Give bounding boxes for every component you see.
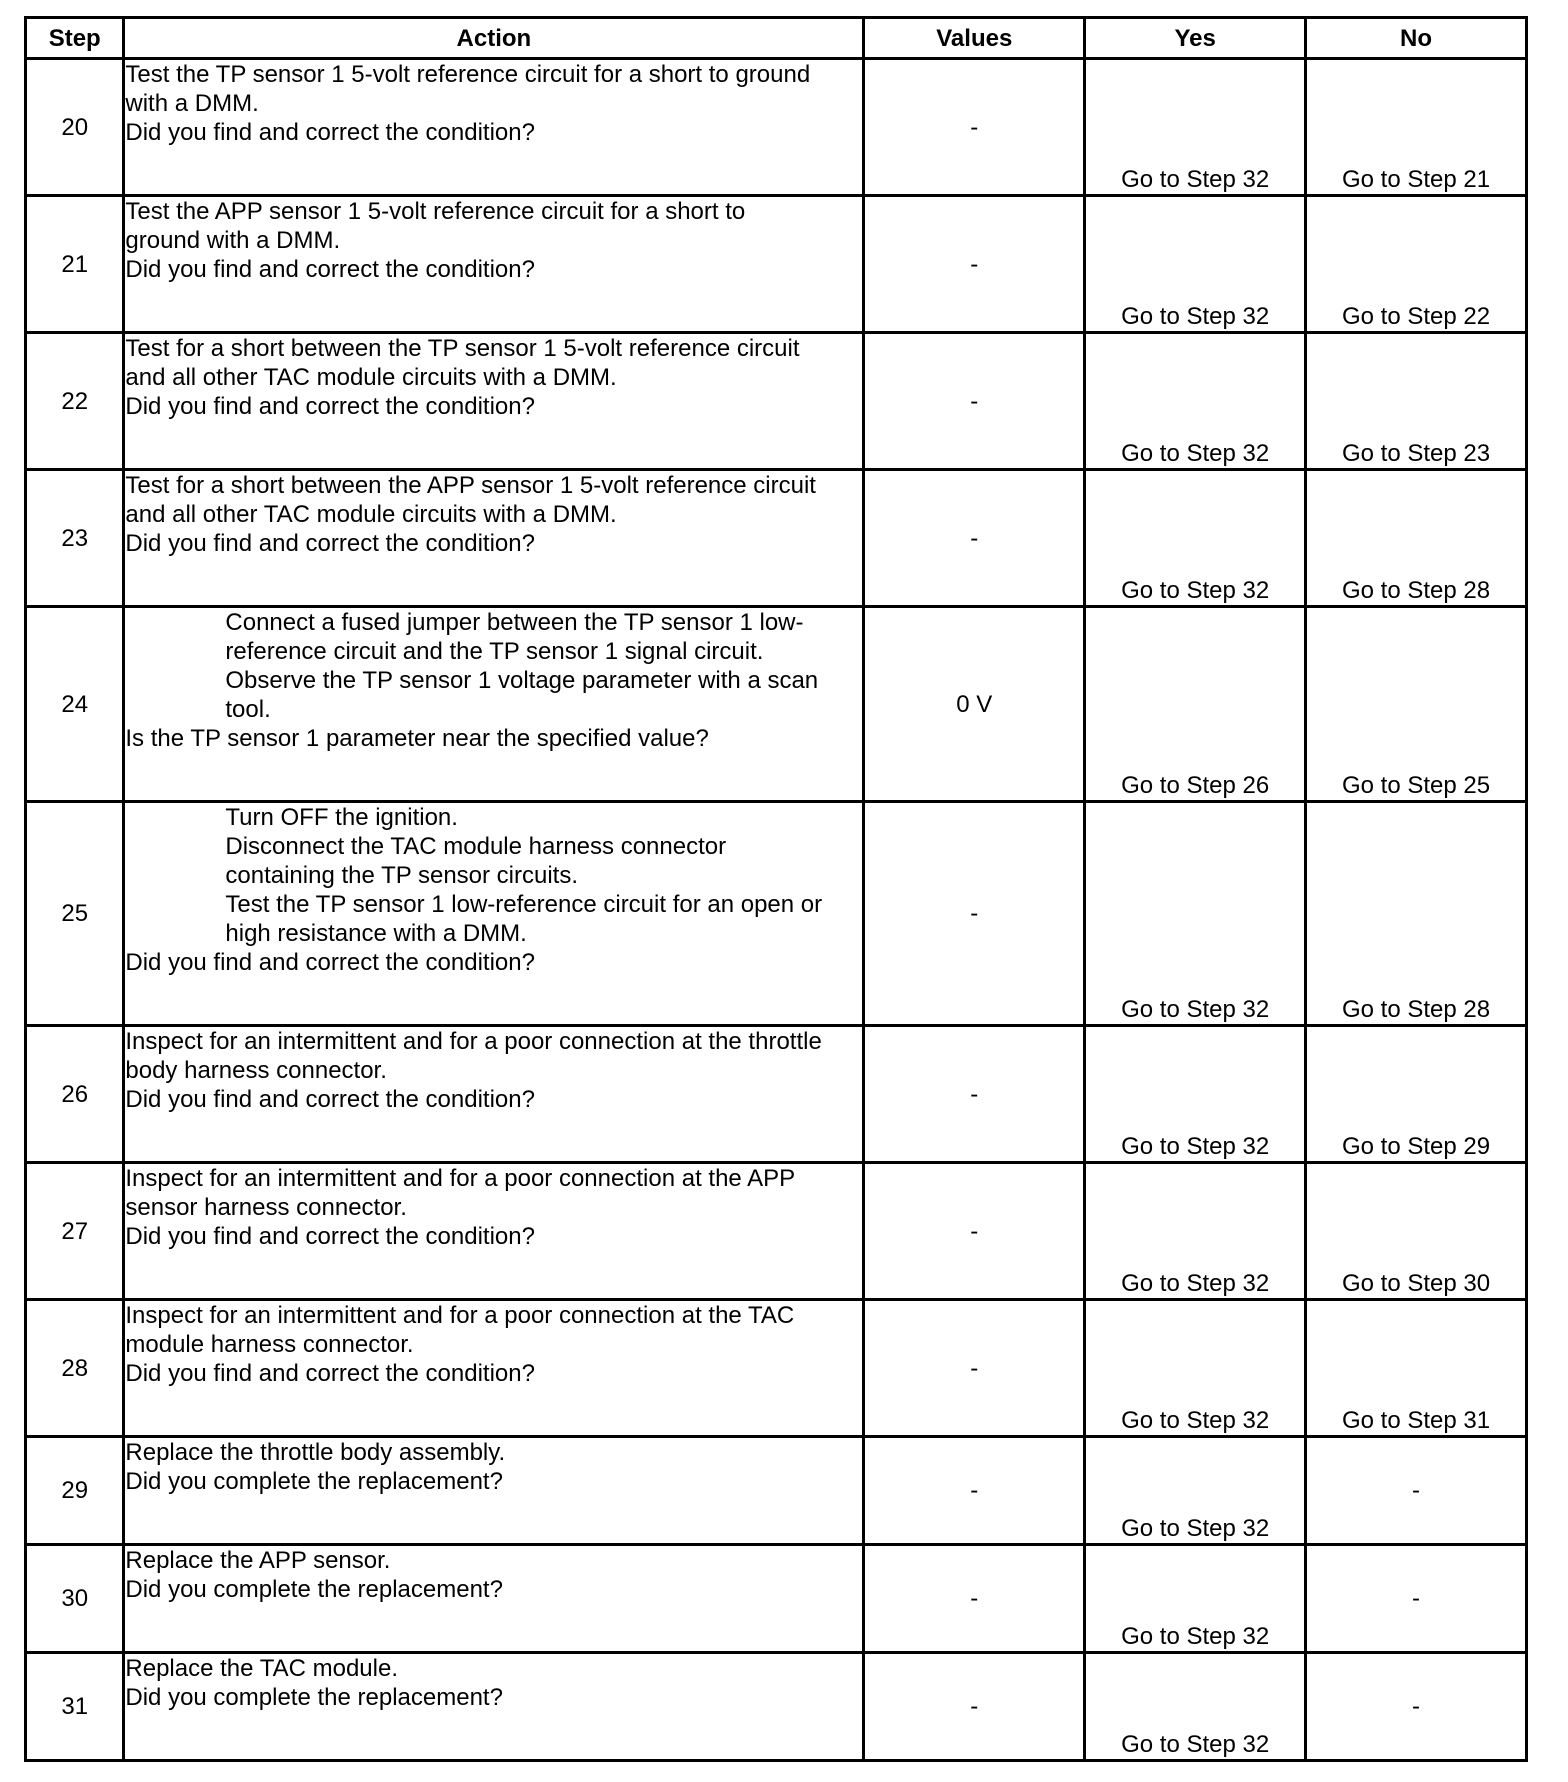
yes-cell: Go to Step 32 bbox=[1085, 1545, 1306, 1653]
no-cell: Go to Step 31 bbox=[1306, 1300, 1527, 1437]
values-cell: - bbox=[864, 59, 1085, 196]
table-row bbox=[26, 1437, 1527, 1545]
header-step: Step bbox=[26, 18, 124, 59]
action-question: Is the TP sensor 1 parameter near the specified value? bbox=[125, 725, 709, 752]
action-instruction: Test for a short between the TP sensor 1 5-volt reference circuit and all other TAC module circuits with a DMM. bbox=[125, 335, 800, 391]
step-number: 27 bbox=[26, 1163, 124, 1300]
no-cell: Go to Step 28 bbox=[1306, 470, 1527, 607]
action-cell bbox=[124, 1545, 864, 1653]
action-instruction: Replace the TAC module. bbox=[125, 1655, 398, 1682]
values-cell: - bbox=[864, 196, 1085, 333]
step-number: 22 bbox=[26, 333, 124, 470]
action-cell bbox=[124, 1437, 864, 1545]
action-instruction: Replace the throttle body assembly. bbox=[125, 1439, 506, 1466]
table-row bbox=[26, 196, 1527, 333]
yes-cell: Go to Step 32 bbox=[1085, 1163, 1306, 1300]
table-row bbox=[26, 607, 1527, 802]
table-row bbox=[26, 1026, 1527, 1163]
table-row bbox=[26, 470, 1527, 607]
yes-cell: Go to Step 32 bbox=[1085, 1300, 1306, 1437]
action-question: Did you find and correct the condition? bbox=[125, 530, 535, 557]
action-instruction: Turn OFF the ignition. Disconnect the TAC module harness connector containing the TP sensor circuits. Test the TP sensor 1 low-reference circuit for an open or high resistance with a DMM. bbox=[225, 804, 823, 947]
header-yes: Yes bbox=[1085, 18, 1306, 59]
yes-cell: Go to Step 32 bbox=[1085, 1026, 1306, 1163]
values-cell: - bbox=[864, 333, 1085, 470]
no-cell: - bbox=[1306, 1653, 1527, 1761]
action-question: Did you find and correct the condition? bbox=[125, 949, 535, 976]
values-cell: - bbox=[864, 1026, 1085, 1163]
header-action: Action bbox=[124, 18, 864, 59]
action-instruction: Test the TP sensor 1 5-volt reference circuit for a short to ground with a DMM. bbox=[125, 61, 811, 117]
no-cell: Go to Step 22 bbox=[1306, 196, 1527, 333]
no-cell: Go to Step 21 bbox=[1306, 59, 1527, 196]
action-cell bbox=[124, 1026, 864, 1163]
yes-cell: Go to Step 32 bbox=[1085, 196, 1306, 333]
table-row bbox=[26, 1300, 1527, 1437]
step-number: 31 bbox=[26, 1653, 124, 1761]
no-cell: Go to Step 25 bbox=[1306, 607, 1527, 802]
action-cell bbox=[124, 607, 864, 802]
step-number: 29 bbox=[26, 1437, 124, 1545]
action-cell bbox=[124, 196, 864, 333]
yes-cell: Go to Step 32 bbox=[1085, 802, 1306, 1026]
yes-cell: Go to Step 32 bbox=[1085, 333, 1306, 470]
yes-cell: Go to Step 26 bbox=[1085, 607, 1306, 802]
action-question: Did you find and correct the condition? bbox=[125, 119, 535, 146]
no-cell: Go to Step 29 bbox=[1306, 1026, 1527, 1163]
action-instruction: Test for a short between the APP sensor 1 5-volt reference circuit and all other TAC module circuits with a DMM. bbox=[125, 472, 816, 528]
values-cell: 0 V bbox=[864, 607, 1085, 802]
table-header-row bbox=[26, 18, 1527, 59]
values-cell: - bbox=[864, 1300, 1085, 1437]
values-cell: - bbox=[864, 1163, 1085, 1300]
action-question: Did you find and correct the condition? bbox=[125, 256, 535, 283]
values-cell: - bbox=[864, 470, 1085, 607]
values-cell: - bbox=[864, 802, 1085, 1026]
action-question: Did you find and correct the condition? bbox=[125, 1086, 535, 1113]
no-cell: - bbox=[1306, 1437, 1527, 1545]
table-row bbox=[26, 333, 1527, 470]
action-question: Did you find and correct the condition? bbox=[125, 1223, 535, 1250]
action-question: Did you find and correct the condition? bbox=[125, 1360, 535, 1387]
action-instruction: Inspect for an intermittent and for a poor connection at the TAC module harness connector. bbox=[125, 1302, 795, 1358]
action-cell bbox=[124, 333, 864, 470]
values-cell: - bbox=[864, 1437, 1085, 1545]
step-number: 24 bbox=[26, 607, 124, 802]
action-cell bbox=[124, 1163, 864, 1300]
table-row bbox=[26, 1653, 1527, 1761]
action-instruction: Connect a fused jumper between the TP sensor 1 low- reference circuit and the TP sensor 1 signal circuit. Observe the TP sensor 1 voltage parameter with a scan tool. bbox=[225, 609, 819, 723]
diagnostic-steps-table bbox=[24, 16, 1528, 1762]
action-cell bbox=[124, 1653, 864, 1761]
header-no: No bbox=[1306, 18, 1527, 59]
table-row bbox=[26, 1163, 1527, 1300]
table-row bbox=[26, 59, 1527, 196]
yes-cell: Go to Step 32 bbox=[1085, 470, 1306, 607]
step-number: 20 bbox=[26, 59, 124, 196]
values-cell: - bbox=[864, 1653, 1085, 1761]
action-question: Did you complete the replacement? bbox=[125, 1576, 503, 1603]
action-question: Did you complete the replacement? bbox=[125, 1684, 503, 1711]
action-cell bbox=[124, 1300, 864, 1437]
yes-cell: Go to Step 32 bbox=[1085, 1653, 1306, 1761]
no-cell: Go to Step 28 bbox=[1306, 802, 1527, 1026]
action-instruction: Inspect for an intermittent and for a poor connection at the APP sensor harness connector. bbox=[125, 1165, 796, 1221]
action-cell bbox=[124, 59, 864, 196]
step-number: 30 bbox=[26, 1545, 124, 1653]
action-instruction: Inspect for an intermittent and for a poor connection at the throttle body harness connector. bbox=[125, 1028, 822, 1084]
step-number: 25 bbox=[26, 802, 124, 1026]
step-number: 21 bbox=[26, 196, 124, 333]
yes-cell: Go to Step 32 bbox=[1085, 1437, 1306, 1545]
action-question: Did you complete the replacement? bbox=[125, 1468, 503, 1495]
step-number: 23 bbox=[26, 470, 124, 607]
action-cell bbox=[124, 470, 864, 607]
step-number: 28 bbox=[26, 1300, 124, 1437]
no-cell: Go to Step 30 bbox=[1306, 1163, 1527, 1300]
table-row bbox=[26, 1545, 1527, 1653]
no-cell: Go to Step 23 bbox=[1306, 333, 1527, 470]
table-row bbox=[26, 802, 1527, 1026]
header-values: Values bbox=[864, 18, 1085, 59]
action-instruction: Test the APP sensor 1 5-volt reference circuit for a short to ground with a DMM. bbox=[125, 198, 746, 254]
values-cell: - bbox=[864, 1545, 1085, 1653]
action-question: Did you find and correct the condition? bbox=[125, 393, 535, 420]
action-instruction: Replace the APP sensor. bbox=[125, 1547, 391, 1574]
yes-cell: Go to Step 32 bbox=[1085, 59, 1306, 196]
action-cell bbox=[124, 802, 864, 1026]
no-cell: - bbox=[1306, 1545, 1527, 1653]
step-number: 26 bbox=[26, 1026, 124, 1163]
